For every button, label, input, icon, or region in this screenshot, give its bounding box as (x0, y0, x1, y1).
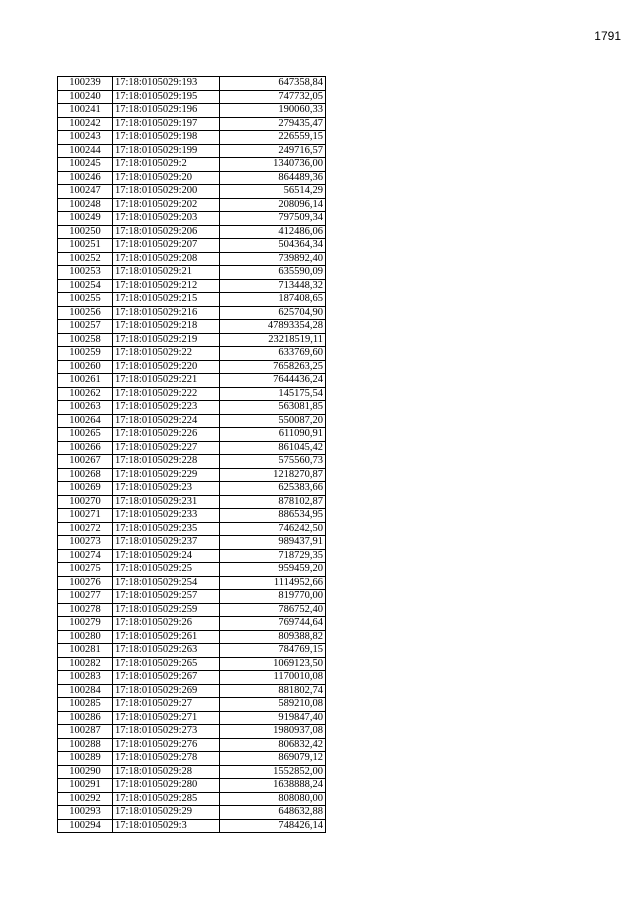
table-row (58, 320, 326, 334)
row-number-cell: 100268 (58, 468, 113, 482)
row-number-cell: 100253 (58, 266, 113, 280)
table-row (58, 482, 326, 496)
cadastral-number-cell: 17:18:0105029:218 (113, 320, 220, 334)
cadastral-number-cell: 17:18:0105029:2 (113, 158, 220, 172)
table-row (58, 144, 326, 158)
row-number-cell: 100271 (58, 509, 113, 523)
row-number-cell: 100291 (58, 779, 113, 793)
table-row (58, 711, 326, 725)
row-number-cell: 100243 (58, 131, 113, 145)
cadastral-number-cell: 17:18:0105029:200 (113, 185, 220, 199)
row-number-cell: 100277 (58, 590, 113, 604)
cadastral-number-cell: 17:18:0105029:222 (113, 387, 220, 401)
row-number-cell: 100249 (58, 212, 113, 226)
table-row (58, 779, 326, 793)
cadastral-value-cell: 739892,40 (220, 252, 326, 266)
cadastral-value-cell: 279435,47 (220, 117, 326, 131)
row-number-cell: 100261 (58, 374, 113, 388)
cadastral-number-cell: 17:18:0105029:215 (113, 293, 220, 307)
cadastral-number-cell: 17:18:0105029:257 (113, 590, 220, 604)
cadastral-value-cell: 56514,29 (220, 185, 326, 199)
cadastral-value-cell: 808080,00 (220, 792, 326, 806)
cadastral-value-cell: 550087,20 (220, 414, 326, 428)
cadastral-number-cell: 17:18:0105029:263 (113, 644, 220, 658)
row-number-cell: 100283 (58, 671, 113, 685)
row-number-cell: 100264 (58, 414, 113, 428)
cadastral-value-cell: 208096,14 (220, 198, 326, 212)
table-row (58, 576, 326, 590)
row-number-cell: 100244 (58, 144, 113, 158)
cadastral-value-cell: 625704,90 (220, 306, 326, 320)
cadastral-number-cell: 17:18:0105029:26 (113, 617, 220, 631)
cadastral-number-cell: 17:18:0105029:23 (113, 482, 220, 496)
cadastral-number-cell: 17:18:0105029:196 (113, 104, 220, 118)
row-number-cell: 100280 (58, 630, 113, 644)
cadastral-number-cell: 17:18:0105029:221 (113, 374, 220, 388)
cadastral-number-cell: 17:18:0105029:197 (113, 117, 220, 131)
table-row (58, 306, 326, 320)
table-row (58, 806, 326, 820)
row-number-cell: 100258 (58, 333, 113, 347)
cadastral-value-cell: 869079,12 (220, 752, 326, 766)
table-row (58, 441, 326, 455)
cadastral-value-cell: 886534,95 (220, 509, 326, 523)
row-number-cell: 100265 (58, 428, 113, 442)
cadastral-value-cell: 187408,65 (220, 293, 326, 307)
row-number-cell: 100272 (58, 522, 113, 536)
cadastral-value-cell: 648632,88 (220, 806, 326, 820)
table-row (58, 765, 326, 779)
cadastral-number-cell: 17:18:0105029:285 (113, 792, 220, 806)
row-number-cell: 100257 (58, 320, 113, 334)
cadastral-number-cell: 17:18:0105029:223 (113, 401, 220, 415)
row-number-cell: 100242 (58, 117, 113, 131)
row-number-cell: 100273 (58, 536, 113, 550)
row-number-cell: 100255 (58, 293, 113, 307)
table-row (58, 725, 326, 739)
cadastral-value-cell: 633769,60 (220, 347, 326, 361)
row-number-cell: 100256 (58, 306, 113, 320)
cadastral-number-cell: 17:18:0105029:29 (113, 806, 220, 820)
cadastral-number-cell: 17:18:0105029:20 (113, 171, 220, 185)
cadastral-number-cell: 17:18:0105029:280 (113, 779, 220, 793)
cadastral-value-cell: 878102,87 (220, 495, 326, 509)
table-row (58, 617, 326, 631)
table-row (58, 536, 326, 550)
cadastral-value-cell: 861045,42 (220, 441, 326, 455)
cadastral-number-cell: 17:18:0105029:271 (113, 711, 220, 725)
cadastral-value-cell: 611090,91 (220, 428, 326, 442)
row-number-cell: 100288 (58, 738, 113, 752)
row-number-cell: 100259 (58, 347, 113, 361)
cadastral-number-cell: 17:18:0105029:25 (113, 563, 220, 577)
table-row (58, 239, 326, 253)
row-number-cell: 100251 (58, 239, 113, 253)
cadastral-value-cell: 746242,50 (220, 522, 326, 536)
cadastral-number-cell: 17:18:0105029:227 (113, 441, 220, 455)
cadastral-value-cell: 809388,82 (220, 630, 326, 644)
cadastral-value-cell: 226559,15 (220, 131, 326, 145)
row-number-cell: 100262 (58, 387, 113, 401)
cadastral-number-cell: 17:18:0105029:202 (113, 198, 220, 212)
cadastral-number-cell: 17:18:0105029:27 (113, 698, 220, 712)
table-row (58, 77, 326, 91)
table-row (58, 630, 326, 644)
cadastral-value-cell: 713448,32 (220, 279, 326, 293)
table-row (58, 387, 326, 401)
row-number-cell: 100266 (58, 441, 113, 455)
cadastral-value-cell: 1552852,00 (220, 765, 326, 779)
cadastral-number-cell: 17:18:0105029:273 (113, 725, 220, 739)
row-number-cell: 100250 (58, 225, 113, 239)
row-number-cell: 100241 (58, 104, 113, 118)
row-number-cell: 100263 (58, 401, 113, 415)
table-row (58, 212, 326, 226)
cadastral-value-cell: 747732,05 (220, 90, 326, 104)
cadastral-number-cell: 17:18:0105029:203 (113, 212, 220, 226)
table-row (58, 374, 326, 388)
table-row (58, 590, 326, 604)
table-row (58, 455, 326, 469)
cadastral-value-cell: 7658263,25 (220, 360, 326, 374)
cadastral-value-cell: 563081,85 (220, 401, 326, 415)
table-row (58, 117, 326, 131)
table-row (58, 509, 326, 523)
cadastral-value-cell: 635590,09 (220, 266, 326, 280)
cadastral-number-cell: 17:18:0105029:233 (113, 509, 220, 523)
table-row (58, 644, 326, 658)
cadastral-value-cell: 718729,35 (220, 549, 326, 563)
row-number-cell: 100248 (58, 198, 113, 212)
cadastral-value-table (57, 76, 326, 833)
cadastral-value-cell: 989437,91 (220, 536, 326, 550)
cadastral-number-cell: 17:18:0105029:278 (113, 752, 220, 766)
cadastral-value-cell: 504364,34 (220, 239, 326, 253)
cadastral-number-cell: 17:18:0105029:24 (113, 549, 220, 563)
cadastral-number-cell: 17:18:0105029:21 (113, 266, 220, 280)
table-row (58, 293, 326, 307)
table-row (58, 738, 326, 752)
table-row (58, 347, 326, 361)
table-row (58, 360, 326, 374)
table-row (58, 603, 326, 617)
cadastral-value-cell: 769744,64 (220, 617, 326, 631)
cadastral-number-cell: 17:18:0105029:261 (113, 630, 220, 644)
cadastral-value-cell: 786752,40 (220, 603, 326, 617)
cadastral-value-cell: 412486,06 (220, 225, 326, 239)
cadastral-value-cell: 819770,00 (220, 590, 326, 604)
cadastral-number-cell: 17:18:0105029:216 (113, 306, 220, 320)
table-row (58, 131, 326, 145)
table-row (58, 752, 326, 766)
table-row (58, 819, 326, 833)
table-row (58, 185, 326, 199)
table-row (58, 495, 326, 509)
row-number-cell: 100278 (58, 603, 113, 617)
cadastral-number-cell: 17:18:0105029:237 (113, 536, 220, 550)
cadastral-number-cell: 17:18:0105029:265 (113, 657, 220, 671)
table-row (58, 522, 326, 536)
row-number-cell: 100282 (58, 657, 113, 671)
row-number-cell: 100279 (58, 617, 113, 631)
row-number-cell: 100292 (58, 792, 113, 806)
cadastral-value-cell: 806832,42 (220, 738, 326, 752)
page-number: 1791 (594, 29, 621, 43)
cadastral-value-cell: 575560,73 (220, 455, 326, 469)
table-row (58, 684, 326, 698)
cadastral-value-cell: 1218270,87 (220, 468, 326, 482)
row-number-cell: 100254 (58, 279, 113, 293)
cadastral-value-cell: 748426,14 (220, 819, 326, 833)
cadastral-value-cell: 145175,54 (220, 387, 326, 401)
table-row (58, 657, 326, 671)
row-number-cell: 100281 (58, 644, 113, 658)
cadastral-number-cell: 17:18:0105029:199 (113, 144, 220, 158)
cadastral-number-cell: 17:18:0105029:254 (113, 576, 220, 590)
cadastral-number-cell: 17:18:0105029:195 (113, 90, 220, 104)
row-number-cell: 100286 (58, 711, 113, 725)
cadastral-value-cell: 647358,84 (220, 77, 326, 91)
cadastral-value-cell: 249716,57 (220, 144, 326, 158)
row-number-cell: 100267 (58, 455, 113, 469)
row-number-cell: 100239 (58, 77, 113, 91)
cadastral-number-cell: 17:18:0105029:269 (113, 684, 220, 698)
cadastral-value-cell: 959459,20 (220, 563, 326, 577)
cadastral-value-cell: 864489,36 (220, 171, 326, 185)
table-row (58, 252, 326, 266)
cadastral-value-cell: 1340736,00 (220, 158, 326, 172)
row-number-cell: 100240 (58, 90, 113, 104)
cadastral-value-cell: 919847,40 (220, 711, 326, 725)
table-row (58, 198, 326, 212)
table-row (58, 333, 326, 347)
cadastral-number-cell: 17:18:0105029:229 (113, 468, 220, 482)
row-number-cell: 100284 (58, 684, 113, 698)
row-number-cell: 100276 (58, 576, 113, 590)
table-row (58, 104, 326, 118)
table-row (58, 468, 326, 482)
row-number-cell: 100275 (58, 563, 113, 577)
row-number-cell: 100274 (58, 549, 113, 563)
cadastral-value-cell: 190060,33 (220, 104, 326, 118)
table-row (58, 266, 326, 280)
cadastral-value-cell: 589210,08 (220, 698, 326, 712)
cadastral-value-cell: 1114952,66 (220, 576, 326, 590)
cadastral-number-cell: 17:18:0105029:259 (113, 603, 220, 617)
table-row (58, 563, 326, 577)
cadastral-value-cell: 784769,15 (220, 644, 326, 658)
table-row (58, 225, 326, 239)
cadastral-number-cell: 17:18:0105029:231 (113, 495, 220, 509)
cadastral-value-cell: 47893354,28 (220, 320, 326, 334)
cadastral-number-cell: 17:18:0105029:220 (113, 360, 220, 374)
cadastral-number-cell: 17:18:0105029:212 (113, 279, 220, 293)
cadastral-value-cell: 797509,34 (220, 212, 326, 226)
cadastral-number-cell: 17:18:0105029:276 (113, 738, 220, 752)
cadastral-number-cell: 17:18:0105029:228 (113, 455, 220, 469)
row-number-cell: 100287 (58, 725, 113, 739)
row-number-cell: 100247 (58, 185, 113, 199)
row-number-cell: 100260 (58, 360, 113, 374)
cadastral-number-cell: 17:18:0105029:22 (113, 347, 220, 361)
table-row (58, 90, 326, 104)
cadastral-value-cell: 1638888,24 (220, 779, 326, 793)
cadastral-number-cell: 17:18:0105029:208 (113, 252, 220, 266)
cadastral-value-cell: 23218519,11 (220, 333, 326, 347)
row-number-cell: 100245 (58, 158, 113, 172)
cadastral-number-cell: 17:18:0105029:226 (113, 428, 220, 442)
table-row (58, 401, 326, 415)
cadastral-value-cell: 881802,74 (220, 684, 326, 698)
cadastral-value-cell: 1980937,08 (220, 725, 326, 739)
table-row (58, 279, 326, 293)
table-row (58, 428, 326, 442)
row-number-cell: 100246 (58, 171, 113, 185)
row-number-cell: 100285 (58, 698, 113, 712)
cadastral-number-cell: 17:18:0105029:224 (113, 414, 220, 428)
row-number-cell: 100290 (58, 765, 113, 779)
table-body (58, 77, 326, 833)
cadastral-number-cell: 17:18:0105029:207 (113, 239, 220, 253)
cadastral-number-cell: 17:18:0105029:198 (113, 131, 220, 145)
cadastral-value-cell: 1170010,08 (220, 671, 326, 685)
row-number-cell: 100293 (58, 806, 113, 820)
cadastral-value-cell: 7644436,24 (220, 374, 326, 388)
cadastral-number-cell: 17:18:0105029:3 (113, 819, 220, 833)
table-row (58, 792, 326, 806)
cadastral-number-cell: 17:18:0105029:193 (113, 77, 220, 91)
table-row (58, 171, 326, 185)
cadastral-number-cell: 17:18:0105029:219 (113, 333, 220, 347)
cadastral-number-cell: 17:18:0105029:267 (113, 671, 220, 685)
cadastral-number-cell: 17:18:0105029:235 (113, 522, 220, 536)
cadastral-number-cell: 17:18:0105029:206 (113, 225, 220, 239)
row-number-cell: 100289 (58, 752, 113, 766)
table-row (58, 414, 326, 428)
table-row (58, 158, 326, 172)
table-row (58, 549, 326, 563)
row-number-cell: 100252 (58, 252, 113, 266)
row-number-cell: 100294 (58, 819, 113, 833)
cadastral-value-cell: 625383,66 (220, 482, 326, 496)
cadastral-number-cell: 17:18:0105029:28 (113, 765, 220, 779)
table-row (58, 698, 326, 712)
table-row (58, 671, 326, 685)
row-number-cell: 100270 (58, 495, 113, 509)
row-number-cell: 100269 (58, 482, 113, 496)
cadastral-value-cell: 1069123,50 (220, 657, 326, 671)
